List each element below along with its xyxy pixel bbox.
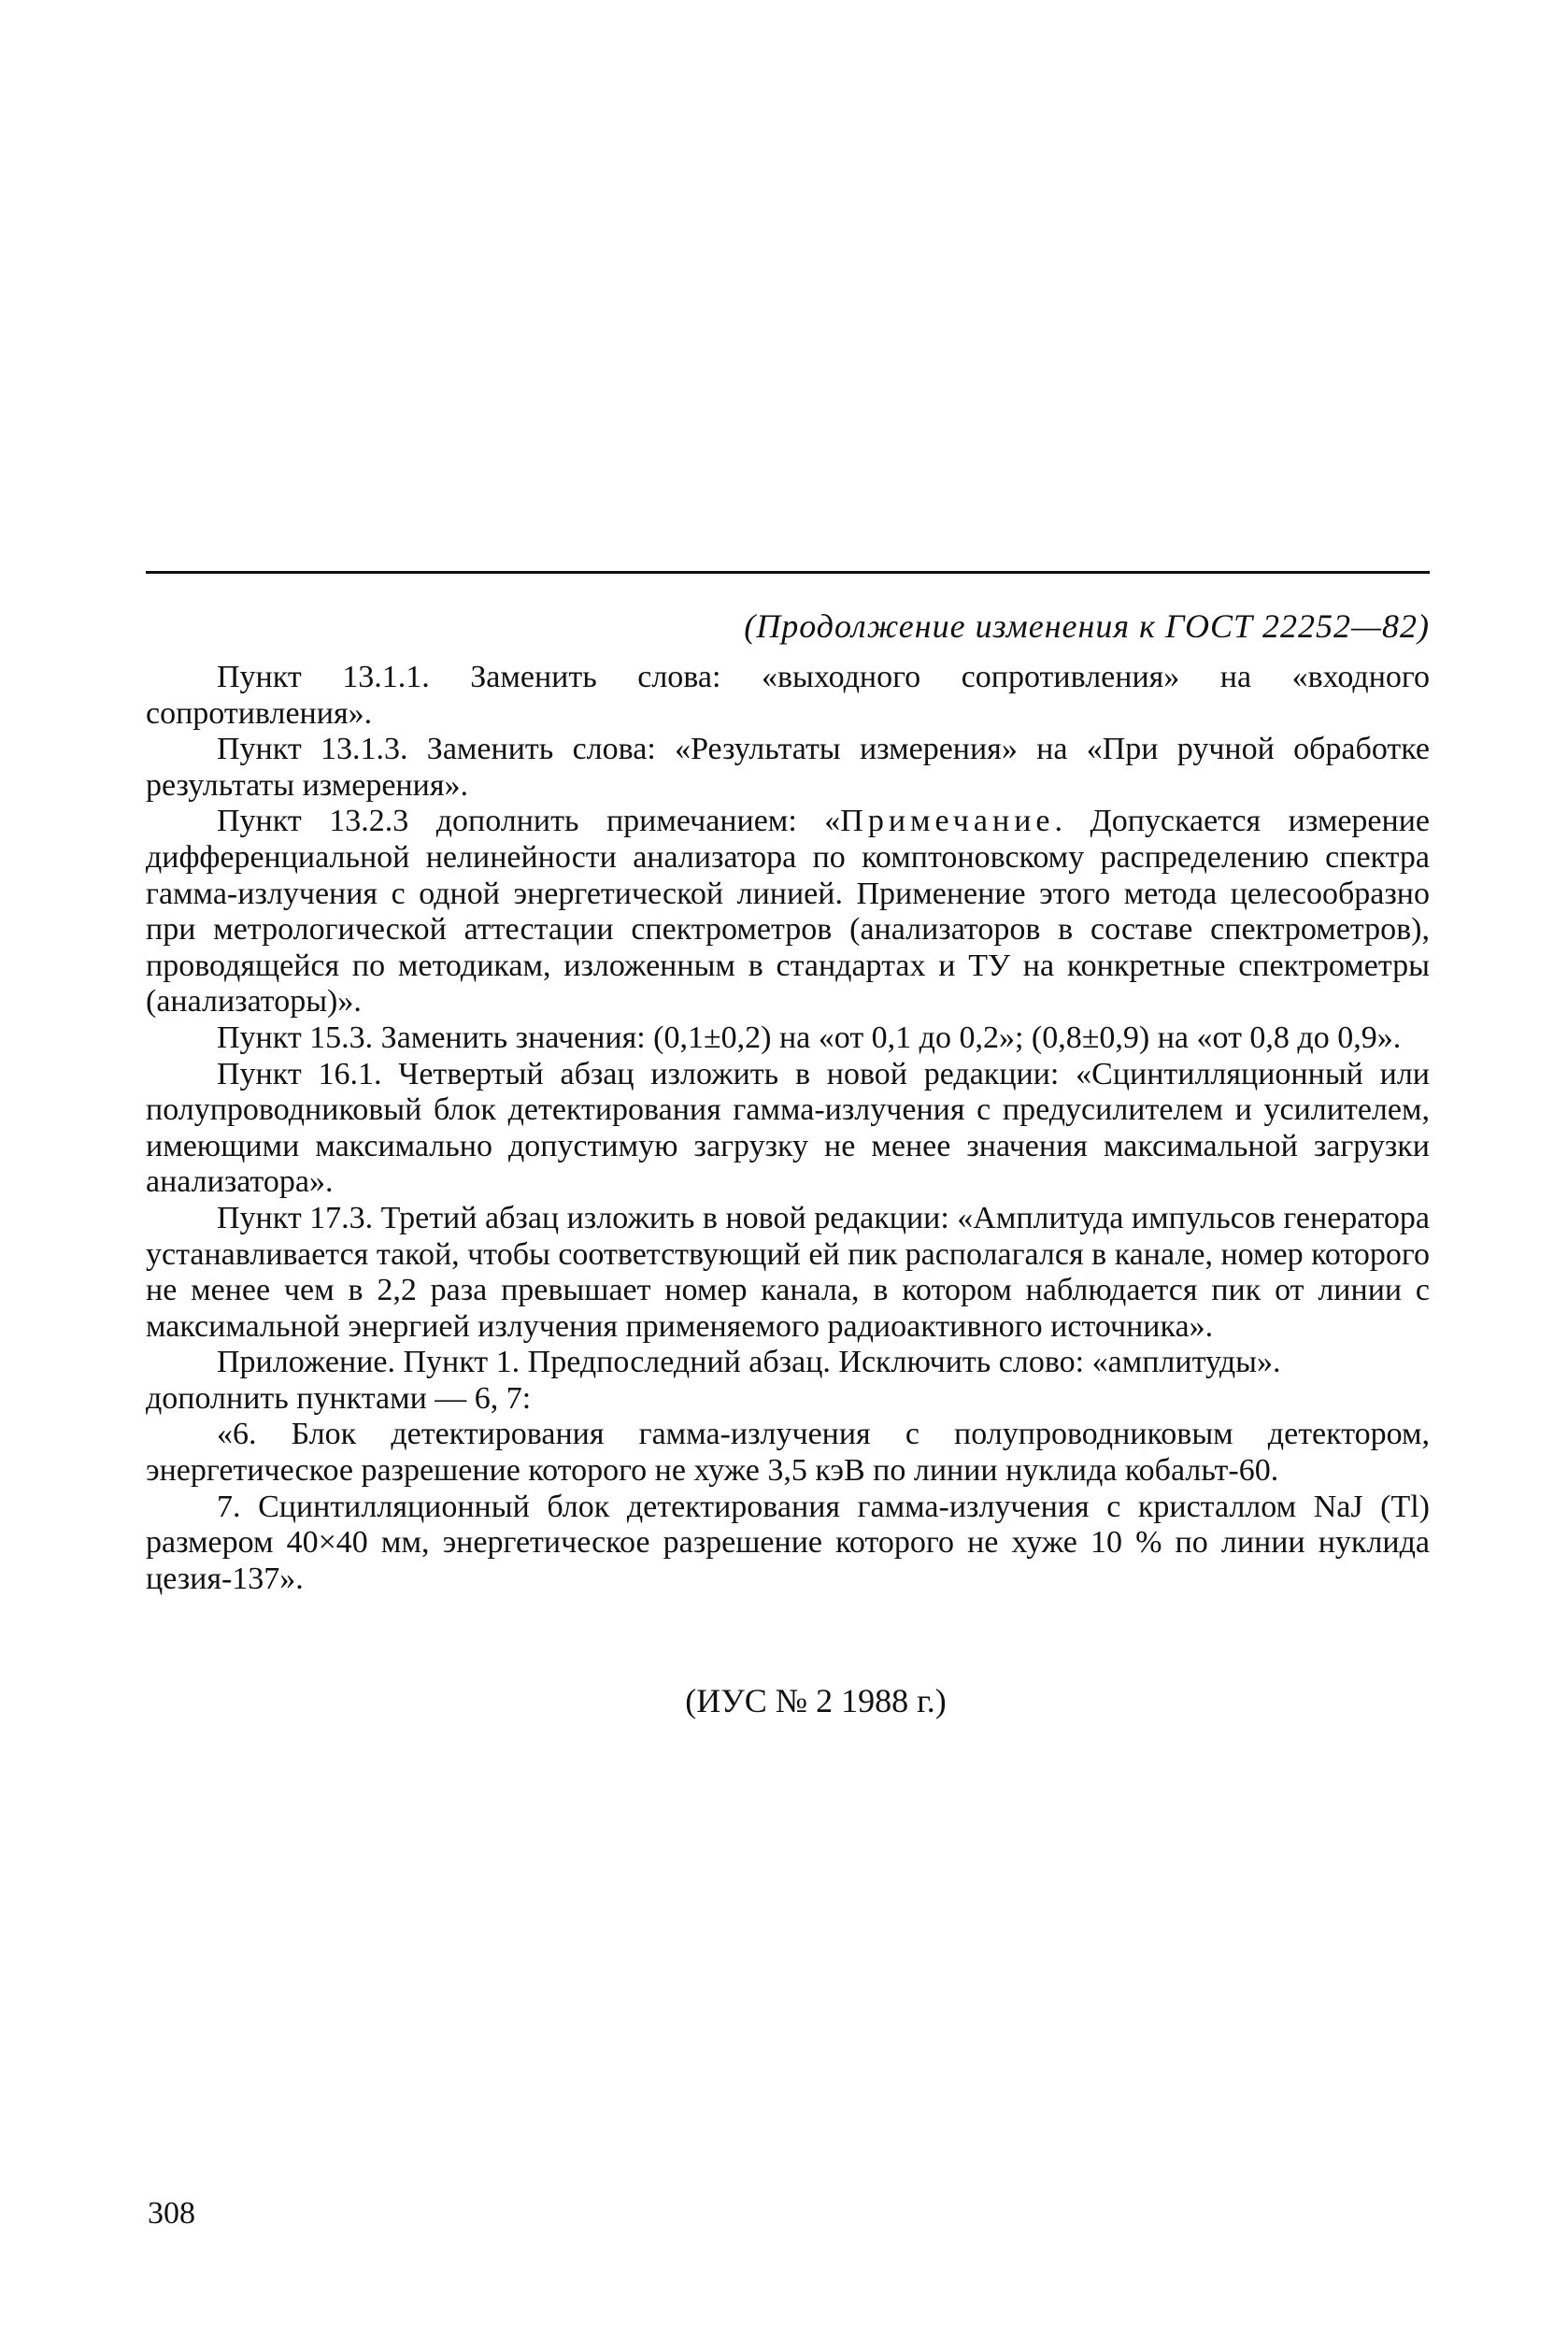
paragraph-13-2-3-lead: Пункт 13.2.3 дополнить примечанием: « xyxy=(217,804,841,839)
body-text xyxy=(146,660,1430,1597)
paragraph-add-items: дополнить пунктами — 6, 7: xyxy=(146,1380,532,1416)
page-number: 308 xyxy=(148,2196,195,2231)
paragraph-15-3: Пункт 15.3. Заменить значения: (0,1±0,2) на «от 0,1 до 0,2»; (0,8±0,9) на «от 0,8 до 0,9». xyxy=(217,1020,1402,1055)
paragraph-13-2-3 xyxy=(146,804,1430,1020)
reference-line: (ИУС № 2 1988 г.) xyxy=(685,1682,947,1719)
paragraph-13-1-1: Пункт 13.1.1. Заменить слова: «выходного сопротивления» на «входного сопротивления». xyxy=(146,660,1430,731)
paragraph-13-2-3-tail: . Допускается измерение дифференциальной нелинейности анализатора по комптоновскому распределению спектра гамма-излучения с одной энергетической линией. Применение этого метода целесообразно при метрологической аттестации спектрометров (анализаторов в составе спектрометров), проводящейся по методикам, изложенным в стандартах и ТУ на конкретные спектрометры (анализаторы)». xyxy=(146,804,1431,1020)
paragraph-16-1: Пункт 16.1. Четвертый абзац изложить в новой редакции: «Сцинтилляционный или полупроводниковый блок детектирования гамма-излучения с предусилителем и усилителем, имеющими максимально допустимую загрузку не менее значения максимальной загрузки анализатора». xyxy=(146,1056,1430,1200)
paragraph-17-3: Пункт 17.3. Третий абзац изложить в новой редакции: «Амплитуда импульсов генератора устанавливается такой, чтобы соответствующий ей пик располагался в канале, номер которого не менее чем в 2,2 раза превышает номер канала, в котором наблюдается пик от линии с максимальной энергией излучения применяемого радиоактивного источника». xyxy=(146,1200,1430,1344)
paragraph-item-6: «6. Блок детектирования гамма-излучения с полупроводниковым детектором, энергетическое разрешение которого не хуже 3,5 кэВ по линии нуклида кобальт-60. xyxy=(146,1417,1430,1489)
top-rule xyxy=(146,571,1430,574)
running-head: (Продолжение изменения к ГОСТ 22252—82) xyxy=(744,607,1430,645)
paragraph-item-7: 7. Сцинтилляционный блок детектирования гамма-излучения с кристаллом NaJ (Tl) размером 40×40 мм, энергетическое разрешение которого не хуже 10 % по линии нуклида цезия-137». xyxy=(146,1489,1430,1596)
paragraph-appendix: Приложение. Пункт 1. Предпоследний абзац. Исключить слово: «амплитуды». xyxy=(217,1345,1281,1380)
paragraph-13-1-3: Пункт 13.1.3. Заменить слова: «Результаты измерения» на «При ручной обработке результаты измерения». xyxy=(146,732,1430,803)
note-heading: Примечание xyxy=(840,804,1055,839)
